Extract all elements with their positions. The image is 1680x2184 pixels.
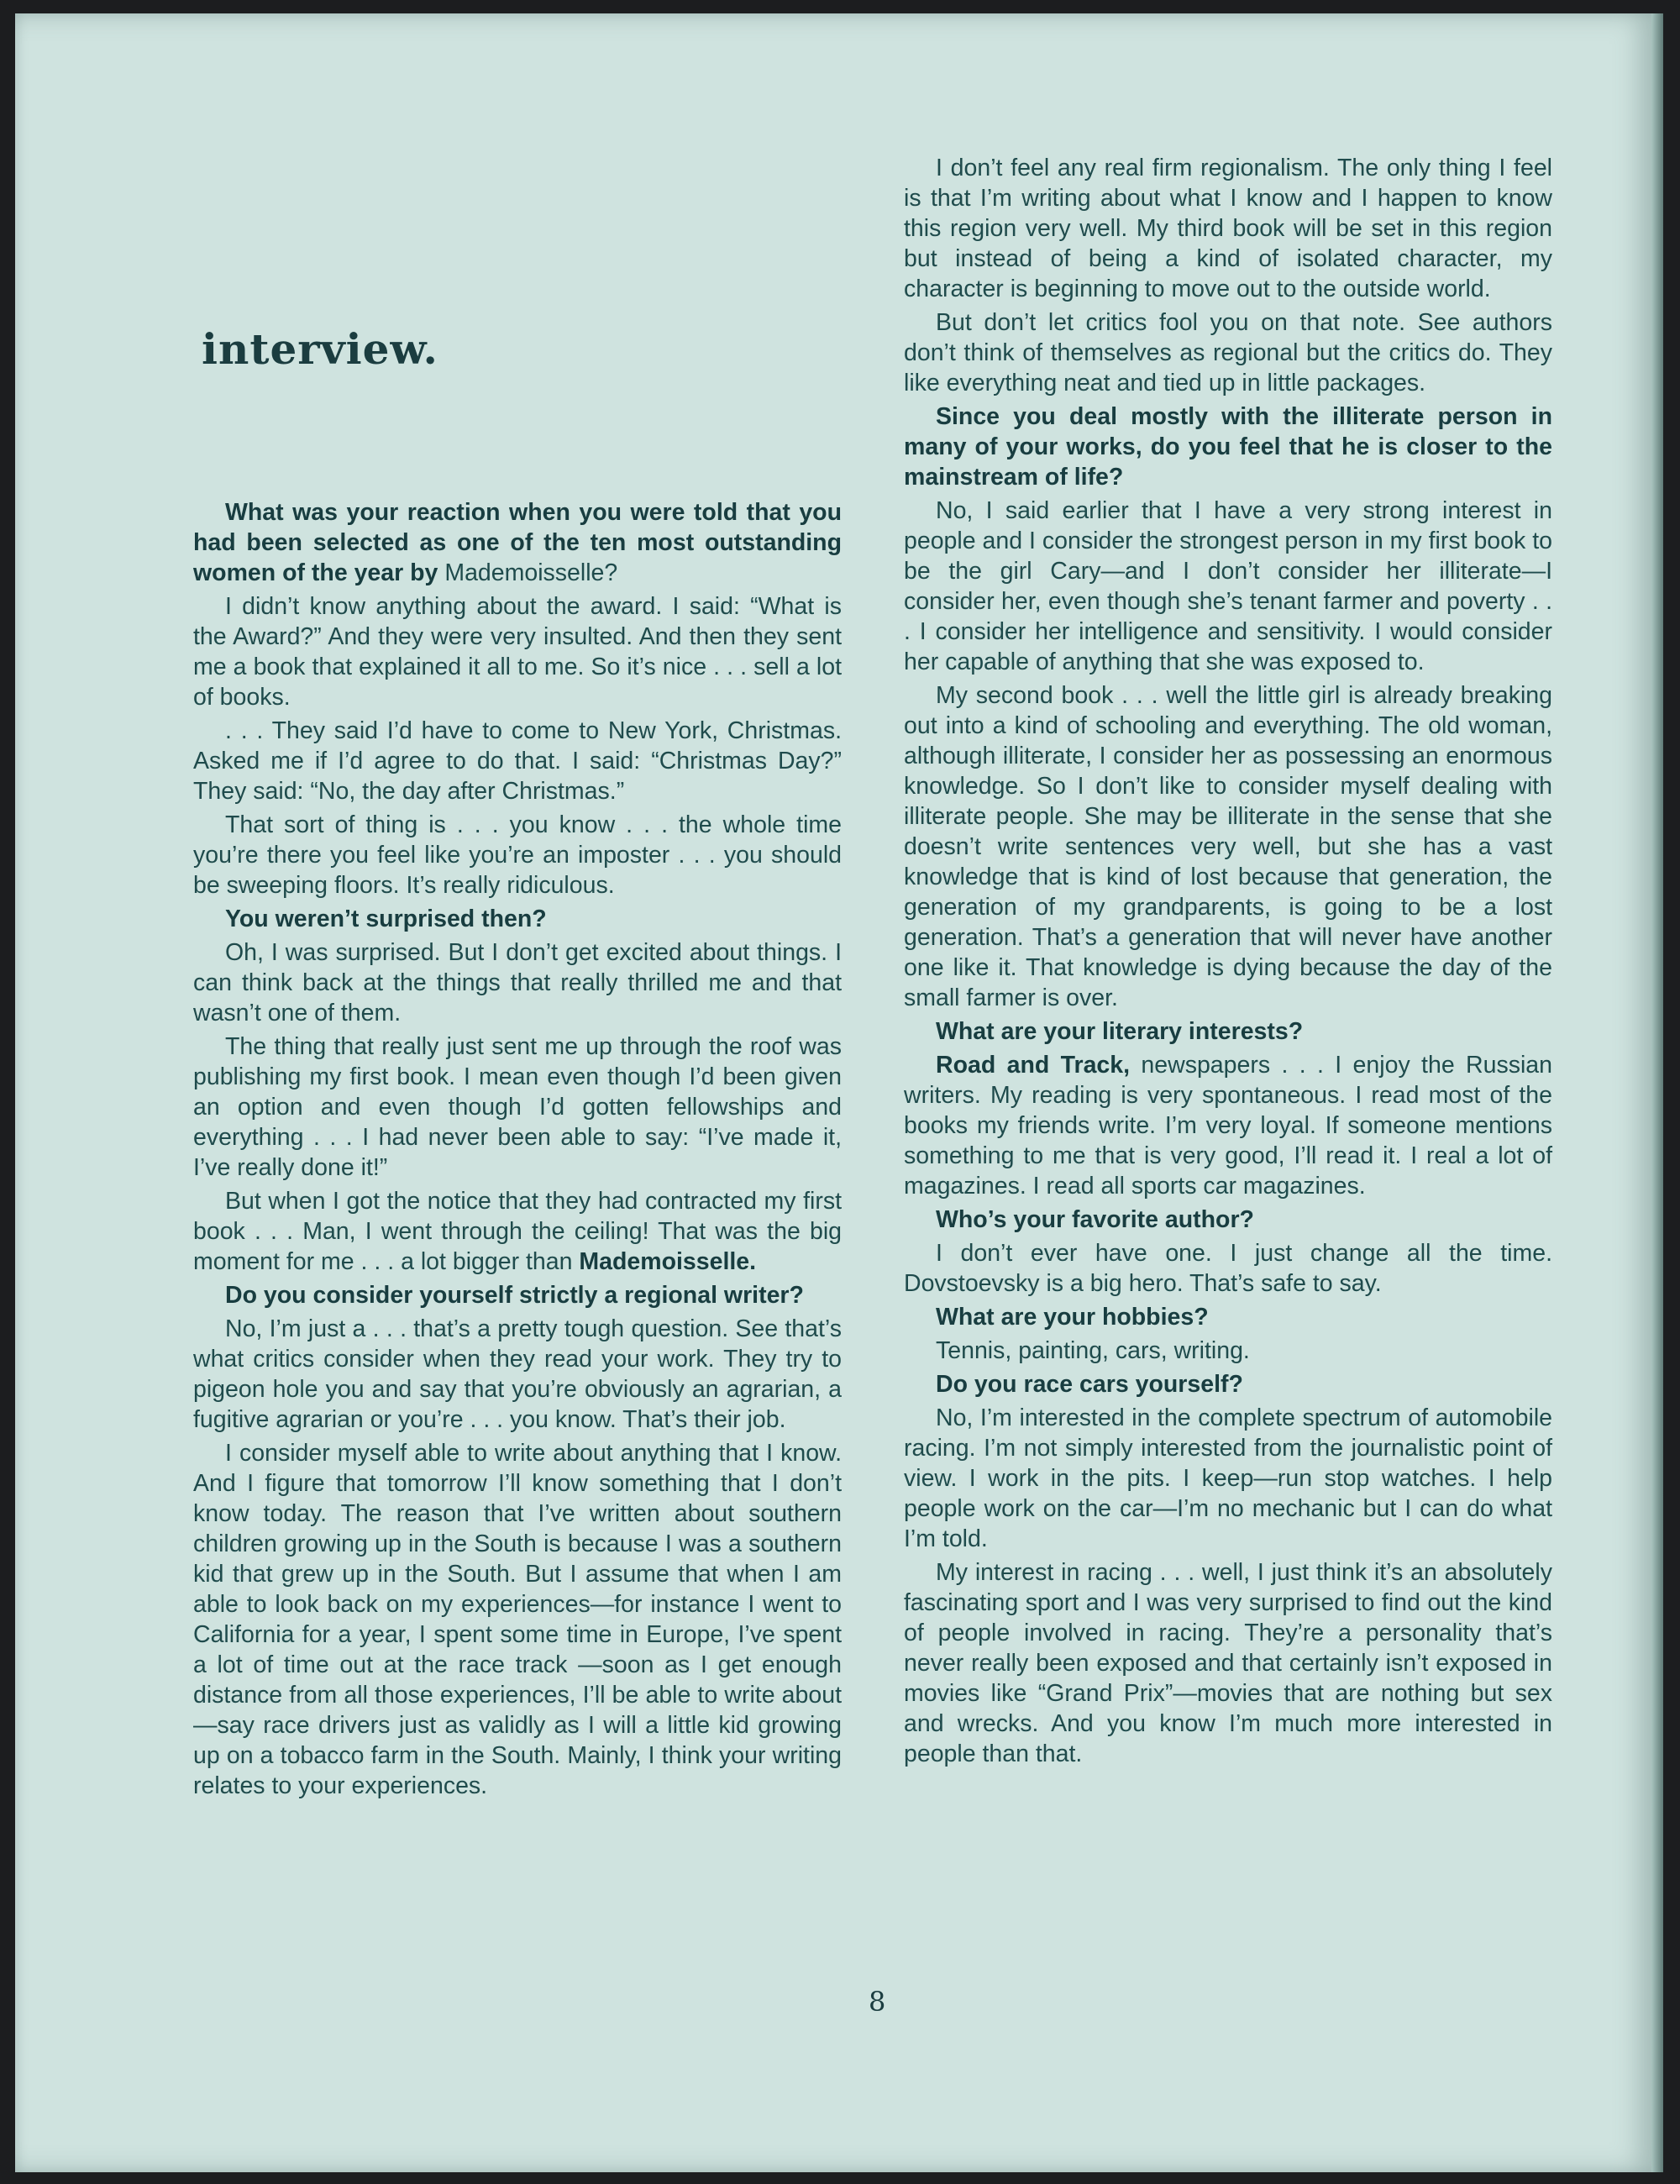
paragraph: The thing that really just sent me up through the roof was publishing my first book. I mean even though I’d been given an option and even though I’d gotten fellowships and everything . . . I had never been able to say: “I’ve made it, I’ve really done it!” [193,1033,842,1181]
page-number: 8 [869,1986,886,2018]
emphasis: Mademoisselle. [579,1248,757,1275]
magazine-page [15,13,1663,2172]
paragraph: My interest in racing . . . well, I just think it’s an absolutely fascinating sport and I was very surprised to find out the kind of people involved in racing. They’re a personality that’s never really been exposed and that certainly isn’t exposed in movies like “Grand Prix”—movies that are nothing but sex and wrecks. And you know I’m much more interested in people than that. [904,1559,1552,1767]
page-title: interview. [202,324,438,374]
paragraph: But don’t let critics fool you on that note. See authors don’t think of themselves as regional but the critics do. They like everything neat and tied up in little packages. [904,309,1552,396]
paragraph: Tennis, painting, cars, writing. [936,1337,1250,1364]
question: Do you consider yourself strictly a regional writer? [225,1282,804,1309]
question: You weren’t surprised then? [225,906,547,932]
answer: But when I got the notice that they had contracted my first book . . . Man, I went through the ceiling! That was the big moment for me . . . a lot bigger than [193,1188,842,1275]
answer: newspapers . . . I enjoy the Russian writers. My reading is very spontaneous. I read most of the books my friends write. I’m very loyal. If someone mentions something to me that is very good, I’ll read it. I real a lot of magazines. I read all sports car magazines. [904,1052,1552,1200]
paragraph: No, I’m interested in the complete spectrum of automobile racing. I’m not simply interested from the journalistic point of view. I work in the pits. I keep—run stop watches. I help people work on the car—I’m no mechanic but I can do what I’m told. [904,1404,1552,1552]
paragraph: That sort of thing is . . . you know . . . the whole time you’re there you feel like you’re an imposter . . . you should be sweeping floors. It’s really ridiculous. [193,811,842,899]
answer: Mademoisselle? [438,559,618,586]
question: Since you deal mostly with the illiterate person in many of your works, do you feel that he is closer to the mainstream of life? [904,403,1552,491]
paragraph [193,497,842,588]
paragraph: I didn’t know anything about the award. I said: “What is the Award?” And they were very insulted. And then they sent me a book that explained it all to me. So it’s nice . . . sell a lot of books. [193,593,842,711]
question: What are your literary interests? [936,1018,1304,1045]
paragraph: I don’t feel any real firm regionalism. The only thing I feel is that I’m writing about what I know and I happen to know this region very well. My third book will be set in this region but instead of being a kind of isolated character, my character is beginning to move out to the outside world. [904,155,1552,302]
left-column [193,497,842,1804]
right-column [904,153,1552,1772]
paragraph: . . . They said I’d have to come to New York, Christmas. Asked me if I’d agree to do that. I said: “Christmas Day?” They said: “No, the day after Christmas.” [193,717,842,805]
question: What are your hobbies? [936,1304,1209,1331]
paragraph: No, I said earlier that I have a very strong interest in people and I consider the strongest person in my first book to be the girl Cary—and I don’t consider her illiterate—I consider her, even though she’s tenant farmer and poverty . . . I consider her intelligence and sensitivity. I would consider her capable of anything that she was exposed to. [904,497,1552,675]
paragraph: I don’t ever have one. I just change all the time. Dovstoevsky is a big hero. That’s safe to say. [904,1240,1552,1297]
paragraph: No, I’m just a . . . that’s a pretty tough question. See that’s what critics consider when they read your work. They try to pigeon hole you and say that you’re obviously an agrarian, a fugitive agrarian or you’re . . . you know. That’s their job. [193,1315,842,1433]
question: Who’s your favorite author? [936,1206,1254,1233]
paragraph: My second book . . . well the little girl is already breaking out into a kind of schooling and everything. The old woman, although illiterate, I consider her as possessing an enormous knowledge. So I don’t like to consider myself dealing with illiterate people. She may be illiterate in the sense that she doesn’t write sentences very well, but she has a vast knowledge that is kind of lost because that generation, the generation of my grandparents, is going to be a lost generation. That’s a generation that will never have another one like it. That knowledge is dying because the day of the small farmer is over. [904,682,1552,1011]
emphasis: Road and Track, [936,1052,1131,1079]
paragraph: Oh, I was surprised. But I don’t get excited about things. I can think back at the things that really thrilled me and that wasn’t one of them. [193,939,842,1026]
paragraph [193,1186,842,1277]
paragraph: I consider myself able to write about anything that I know. And I figure that tomorrow I’ll know something that I don’t know today. The reason that I’ve written about southern children growing up in the South is because I was a southern kid that grew up in the South. But I assume that when I am able to look back on my experiences—for instance I went to California for a year, I spent some time in Europe, I’ve spent a lot of time out at the race track —soon as I get enough distance from all those experiences, I’ll be able to write about—say race drivers just as validly as I will a little kid growing up on a tobacco farm in the South. Mainly, I think your writing relates to your experiences. [193,1440,842,1799]
page-spine-shadow [1651,13,1663,2172]
question: Do you race cars yourself? [936,1371,1243,1398]
question: What was your reaction when you were told that you had been selected as one of the ten most outstanding women of the year by [193,499,842,586]
paragraph [904,1050,1552,1201]
